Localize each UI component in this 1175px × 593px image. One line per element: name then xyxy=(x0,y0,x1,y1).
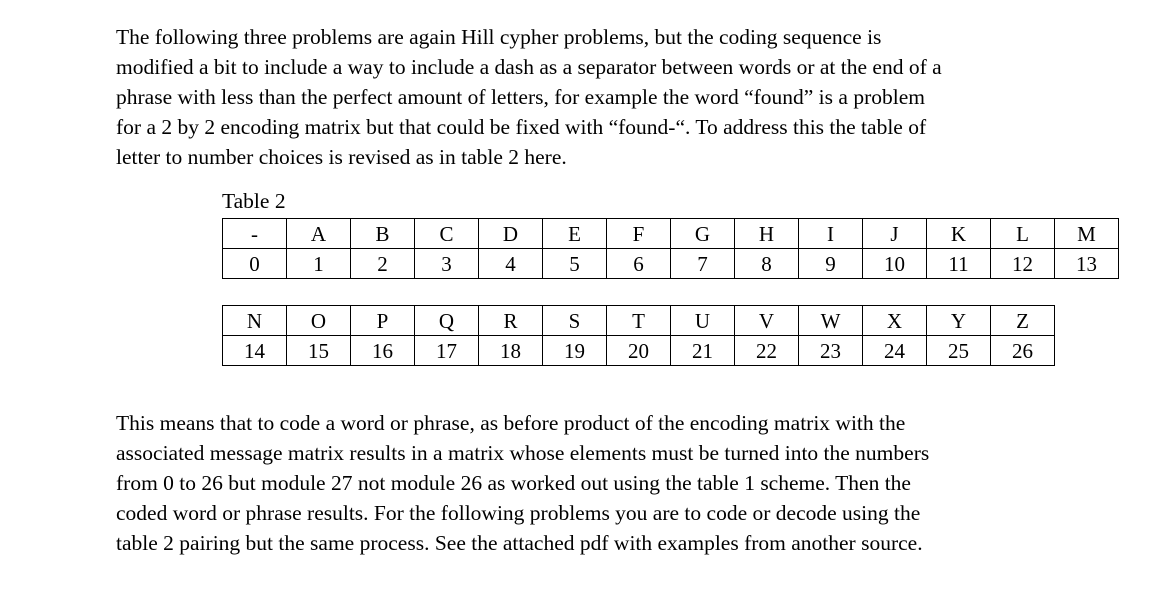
text-line: coded word or phrase results. For the following problems you are to code or decode using the xyxy=(116,501,921,525)
table-cell: Q xyxy=(415,306,479,336)
table-cell: H xyxy=(735,219,799,249)
table-cell: 26 xyxy=(991,336,1055,366)
explanation-paragraph xyxy=(116,408,1156,558)
letter-number-table-part2 xyxy=(222,305,1055,366)
table-caption: Table 2 xyxy=(222,189,286,213)
text-line: from 0 to 26 but module 27 not module 26 as worked out using the table 1 scheme. Then the xyxy=(116,471,911,495)
table-cell: 11 xyxy=(927,249,991,279)
table-cell: 4 xyxy=(479,249,543,279)
letter-number-table-part1 xyxy=(222,218,1119,279)
table-cell: 5 xyxy=(543,249,607,279)
text-line: phrase with less than the perfect amount of letters, for example the word “found” is a problem xyxy=(116,85,925,109)
text-line: for a 2 by 2 encoding matrix but that could be fixed with “found-“. To address this the table of xyxy=(116,115,927,139)
table-cell: R xyxy=(479,306,543,336)
table-cell: T xyxy=(607,306,671,336)
text-line: associated message matrix results in a matrix whose elements must be turned into the numbers xyxy=(116,441,930,465)
table-cell: 13 xyxy=(1055,249,1119,279)
table-cell: E xyxy=(543,219,607,249)
number-row xyxy=(223,249,1119,279)
table-cell: 23 xyxy=(799,336,863,366)
table-cell: S xyxy=(543,306,607,336)
table-cell: 2 xyxy=(351,249,415,279)
table-cell: Y xyxy=(927,306,991,336)
table-cell: V xyxy=(735,306,799,336)
table-cell: 24 xyxy=(863,336,927,366)
table-cell: 25 xyxy=(927,336,991,366)
table-cell: X xyxy=(863,306,927,336)
text-line: modified a bit to include a way to include a dash as a separator between words or at the end of a xyxy=(116,55,942,79)
table-cell: 0 xyxy=(223,249,287,279)
table-cell: M xyxy=(1055,219,1119,249)
table-cell: Z xyxy=(991,306,1055,336)
number-row xyxy=(223,336,1055,366)
table-cell: U xyxy=(671,306,735,336)
table-cell: W xyxy=(799,306,863,336)
table-cell: 19 xyxy=(543,336,607,366)
table-cell: L xyxy=(991,219,1055,249)
table-cell: K xyxy=(927,219,991,249)
table-cell: I xyxy=(799,219,863,249)
table-cell: 7 xyxy=(671,249,735,279)
table-cell: J xyxy=(863,219,927,249)
table-cell: 14 xyxy=(223,336,287,366)
table-cell: D xyxy=(479,219,543,249)
table-cell: 3 xyxy=(415,249,479,279)
text-line: The following three problems are again Hill cypher problems, but the coding sequence is xyxy=(116,25,882,49)
letter-row xyxy=(223,219,1119,249)
intro-paragraph xyxy=(116,22,1156,172)
table-cell: 6 xyxy=(607,249,671,279)
letter-row xyxy=(223,306,1055,336)
table-cell: 15 xyxy=(287,336,351,366)
table-cell: 8 xyxy=(735,249,799,279)
table-cell: - xyxy=(223,219,287,249)
table-cell: A xyxy=(287,219,351,249)
text-line: letter to number choices is revised as in table 2 here. xyxy=(116,145,567,169)
table-cell: 17 xyxy=(415,336,479,366)
table-cell: 1 xyxy=(287,249,351,279)
table-cell: F xyxy=(607,219,671,249)
table-cell: B xyxy=(351,219,415,249)
table-cell: 18 xyxy=(479,336,543,366)
table-cell: N xyxy=(223,306,287,336)
text-line: This means that to code a word or phrase, as before product of the encoding matrix with the xyxy=(116,411,906,435)
table-cell: G xyxy=(671,219,735,249)
table-cell: C xyxy=(415,219,479,249)
table-cell: 9 xyxy=(799,249,863,279)
table-cell: 22 xyxy=(735,336,799,366)
table-cell: 16 xyxy=(351,336,415,366)
table-cell: O xyxy=(287,306,351,336)
table-cell: 10 xyxy=(863,249,927,279)
table-cell: 21 xyxy=(671,336,735,366)
table-cell: 12 xyxy=(991,249,1055,279)
table-cell: P xyxy=(351,306,415,336)
text-line: table 2 pairing but the same process. See the attached pdf with examples from another source. xyxy=(116,531,923,555)
table-cell: 20 xyxy=(607,336,671,366)
